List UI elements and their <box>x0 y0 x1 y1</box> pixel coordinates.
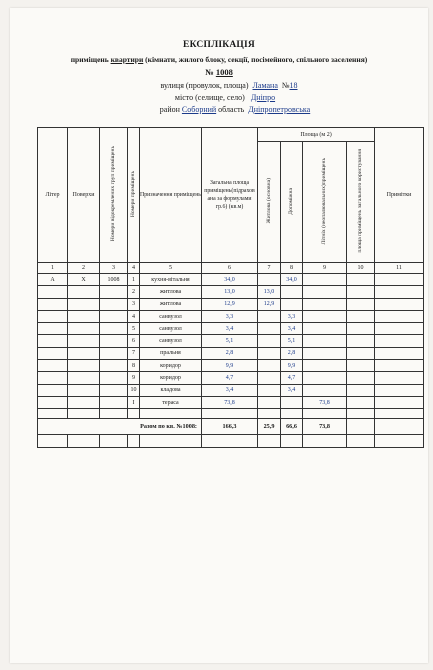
cell-living <box>258 347 281 359</box>
cell-purpose: кухня-вітальня <box>140 274 202 286</box>
city-label: місто (селище, село) <box>174 93 245 102</box>
cell-notes <box>375 286 424 298</box>
number-value: 1008 <box>215 67 233 77</box>
cell-group <box>100 310 128 322</box>
cell-summer <box>303 360 347 372</box>
apartment-number <box>10 67 428 77</box>
cell-group <box>100 384 128 396</box>
header-total-area: Загальна площа приміщень(підрахов ана за формулами гр.6) (кв.м) <box>202 128 258 263</box>
document-title: ЕКСПЛІКАЦІЯ <box>183 40 255 50</box>
cell-purpose: коридор <box>140 360 202 372</box>
cell-floor <box>68 372 100 384</box>
street-value: Ламана <box>252 81 278 90</box>
cell-total-area: 3,4 <box>202 384 258 396</box>
cell-common <box>347 347 375 359</box>
cell-notes <box>375 360 424 372</box>
total-aux-value: 66,6 <box>281 419 303 435</box>
tail-row <box>38 435 424 448</box>
cell-notes <box>375 298 424 310</box>
region-label: область <box>218 105 245 114</box>
cell-total-area: 2,8 <box>202 347 258 359</box>
cell-liter <box>38 298 68 310</box>
column-number: 1 <box>38 263 68 274</box>
cell-total-area: 3,3 <box>202 310 258 322</box>
cell-auxiliary: 9,9 <box>281 360 303 372</box>
cell-notes <box>375 335 424 347</box>
column-number: 8 <box>281 263 303 274</box>
cell-group <box>100 286 128 298</box>
cell-notes <box>375 310 424 322</box>
column-number: 3 <box>100 263 128 274</box>
cell-summer <box>303 286 347 298</box>
subtitle-suffix: (кімнати, жилого блоку, секції, посімейного, спільного заселення) <box>143 55 368 64</box>
column-number: 5 <box>140 263 202 274</box>
street-line <box>10 81 433 90</box>
region-value: Дніпропетровська <box>248 105 311 114</box>
cell-total-area: 9,9 <box>202 360 258 372</box>
cell-living <box>258 310 281 322</box>
cell-room-number: 9 <box>128 372 140 384</box>
cell-common <box>347 360 375 372</box>
cell-summer <box>303 384 347 396</box>
cell-floor <box>68 396 100 408</box>
cell-room-number: 5 <box>128 323 140 335</box>
column-number: 2 <box>68 263 100 274</box>
header-room-numbers: Номери приміщень <box>128 128 140 263</box>
header-purpose: Призначення приміщень <box>140 128 202 263</box>
cell-summer <box>303 372 347 384</box>
table-row <box>38 323 424 335</box>
header-living: Житлова (основна) <box>258 142 281 263</box>
cell-liter <box>38 323 68 335</box>
cell-total-area: 13,0 <box>202 286 258 298</box>
cell-room-number: 6 <box>128 335 140 347</box>
cell-floor <box>68 298 100 310</box>
table-row <box>38 274 424 286</box>
district-line <box>10 105 433 114</box>
cell-auxiliary: 5,1 <box>281 335 303 347</box>
cell-group <box>100 323 128 335</box>
cell-floor <box>68 360 100 372</box>
cell-floor <box>68 310 100 322</box>
district-value: Соборний <box>181 105 217 114</box>
cell-liter <box>38 372 68 384</box>
column-number: 7 <box>258 263 281 274</box>
cell-group <box>100 298 128 310</box>
cell-total-area: 3,4 <box>202 323 258 335</box>
column-number: 9 <box>303 263 347 274</box>
table-row <box>38 360 424 372</box>
cell-living: 12,9 <box>258 298 281 310</box>
column-number: 11 <box>375 263 424 274</box>
cell-auxiliary: 3,4 <box>281 323 303 335</box>
cell-floor: Х <box>68 274 100 286</box>
header-notes: Примітки <box>375 128 424 263</box>
cell-liter <box>38 310 68 322</box>
cell-living <box>258 372 281 384</box>
cell-liter <box>38 384 68 396</box>
cell-auxiliary: 3,3 <box>281 310 303 322</box>
cell-living: 13,0 <box>258 286 281 298</box>
cell-group <box>100 347 128 359</box>
cell-group <box>100 396 128 408</box>
cell-common <box>347 286 375 298</box>
cell-summer: 73,8 <box>303 396 347 408</box>
total-area-value: 166,3 <box>202 419 258 435</box>
header-summer: Літніх (неопалювальних)приміщень <box>303 142 347 263</box>
cell-liter <box>38 360 68 372</box>
subtitle-underlined: квартири <box>110 55 144 64</box>
street-label: вулиця (провулок, площа) <box>160 81 249 90</box>
cell-total-area: 12,9 <box>202 298 258 310</box>
total-row <box>38 419 424 435</box>
cell-auxiliary: 34,0 <box>281 274 303 286</box>
cell-auxiliary: 3,4 <box>281 384 303 396</box>
cell-notes <box>375 372 424 384</box>
column-number: 4 <box>128 263 140 274</box>
column-numbers-row <box>38 263 424 274</box>
total-summer-value: 73,8 <box>303 419 347 435</box>
cell-purpose: санвузол <box>140 335 202 347</box>
cell-common <box>347 298 375 310</box>
cell-group <box>100 335 128 347</box>
table-row <box>38 335 424 347</box>
house-label: № <box>281 81 290 90</box>
cell-floor <box>68 286 100 298</box>
cell-purpose: тераса <box>140 396 202 408</box>
column-number: 10 <box>347 263 375 274</box>
cell-purpose: коридор <box>140 372 202 384</box>
cell-auxiliary: 2,8 <box>281 347 303 359</box>
cell-group: 1008 <box>100 274 128 286</box>
table-row <box>38 298 424 310</box>
table-row <box>38 286 424 298</box>
subtitle-prefix: приміщень <box>70 55 111 64</box>
cell-common <box>347 335 375 347</box>
header-group-numbers: Номери відокремлених груп приміщень <box>100 128 128 263</box>
cell-floor <box>68 323 100 335</box>
cell-purpose: житлова <box>140 286 202 298</box>
cell-total-area: 4,7 <box>202 372 258 384</box>
cell-common <box>347 372 375 384</box>
cell-room-number: 2 <box>128 286 140 298</box>
cell-liter: А <box>38 274 68 286</box>
cell-common <box>347 384 375 396</box>
header-liter: Літер <box>38 128 68 263</box>
cell-summer <box>303 274 347 286</box>
cell-total-area: 5,1 <box>202 335 258 347</box>
cell-living <box>258 335 281 347</box>
cell-notes <box>375 384 424 396</box>
table-body <box>38 274 424 409</box>
table-row <box>38 310 424 322</box>
header-floors: Поверхи <box>68 128 100 263</box>
cell-floor <box>68 335 100 347</box>
cell-liter <box>38 347 68 359</box>
cell-purpose: кладова <box>140 384 202 396</box>
cell-summer <box>303 298 347 310</box>
cell-notes <box>375 323 424 335</box>
cell-auxiliary: 4,7 <box>281 372 303 384</box>
column-number: 6 <box>202 263 258 274</box>
cell-floor <box>68 347 100 359</box>
city-value: Дніпро <box>250 93 276 102</box>
city-line <box>10 93 433 102</box>
table-row <box>38 384 424 396</box>
explication-table <box>37 127 424 448</box>
cell-floor <box>68 384 100 396</box>
total-living-value: 25,9 <box>258 419 281 435</box>
header-auxiliary: Допоміжна <box>281 142 303 263</box>
cell-total-area: 73,8 <box>202 396 258 408</box>
cell-liter <box>38 335 68 347</box>
cell-common <box>347 274 375 286</box>
cell-purpose: санвузол <box>140 310 202 322</box>
cell-auxiliary <box>281 396 303 408</box>
header-common: площа приміщень загального користування <box>347 142 375 263</box>
house-value: 18 <box>289 81 298 90</box>
cell-room-number: I <box>128 396 140 408</box>
total-common-value <box>347 419 375 435</box>
table-row <box>38 347 424 359</box>
cell-auxiliary <box>281 298 303 310</box>
cell-notes <box>375 396 424 408</box>
blank-row <box>38 409 424 419</box>
cell-room-number: 1 <box>128 274 140 286</box>
cell-purpose: санвузол <box>140 323 202 335</box>
cell-room-number: 8 <box>128 360 140 372</box>
cell-liter <box>38 396 68 408</box>
cell-room-number: 10 <box>128 384 140 396</box>
cell-living <box>258 274 281 286</box>
cell-notes <box>375 347 424 359</box>
cell-room-number: 3 <box>128 298 140 310</box>
header-row-top <box>38 128 424 142</box>
cell-summer <box>303 335 347 347</box>
cell-room-number: 4 <box>128 310 140 322</box>
cell-liter <box>38 286 68 298</box>
cell-living <box>258 360 281 372</box>
total-notes-value <box>375 419 424 435</box>
cell-summer <box>303 310 347 322</box>
cell-group <box>100 360 128 372</box>
district-label: район <box>159 105 180 114</box>
cell-common <box>347 396 375 408</box>
cell-living <box>258 396 281 408</box>
document-subtitle <box>10 55 428 64</box>
header-area-group: Площа (м 2) <box>258 128 375 142</box>
cell-living <box>258 384 281 396</box>
number-label: № <box>205 67 214 77</box>
cell-living <box>258 323 281 335</box>
cell-common <box>347 323 375 335</box>
cell-purpose: житлова <box>140 298 202 310</box>
cell-common <box>347 310 375 322</box>
cell-notes <box>375 274 424 286</box>
table-row <box>38 396 424 408</box>
cell-purpose: пральня <box>140 347 202 359</box>
cell-summer <box>303 347 347 359</box>
cell-room-number: 7 <box>128 347 140 359</box>
cell-group <box>100 372 128 384</box>
total-label: Разом по кв. №1008: <box>38 419 202 435</box>
cell-auxiliary <box>281 286 303 298</box>
cell-total-area: 34,0 <box>202 274 258 286</box>
table-row <box>38 372 424 384</box>
cell-summer <box>303 323 347 335</box>
